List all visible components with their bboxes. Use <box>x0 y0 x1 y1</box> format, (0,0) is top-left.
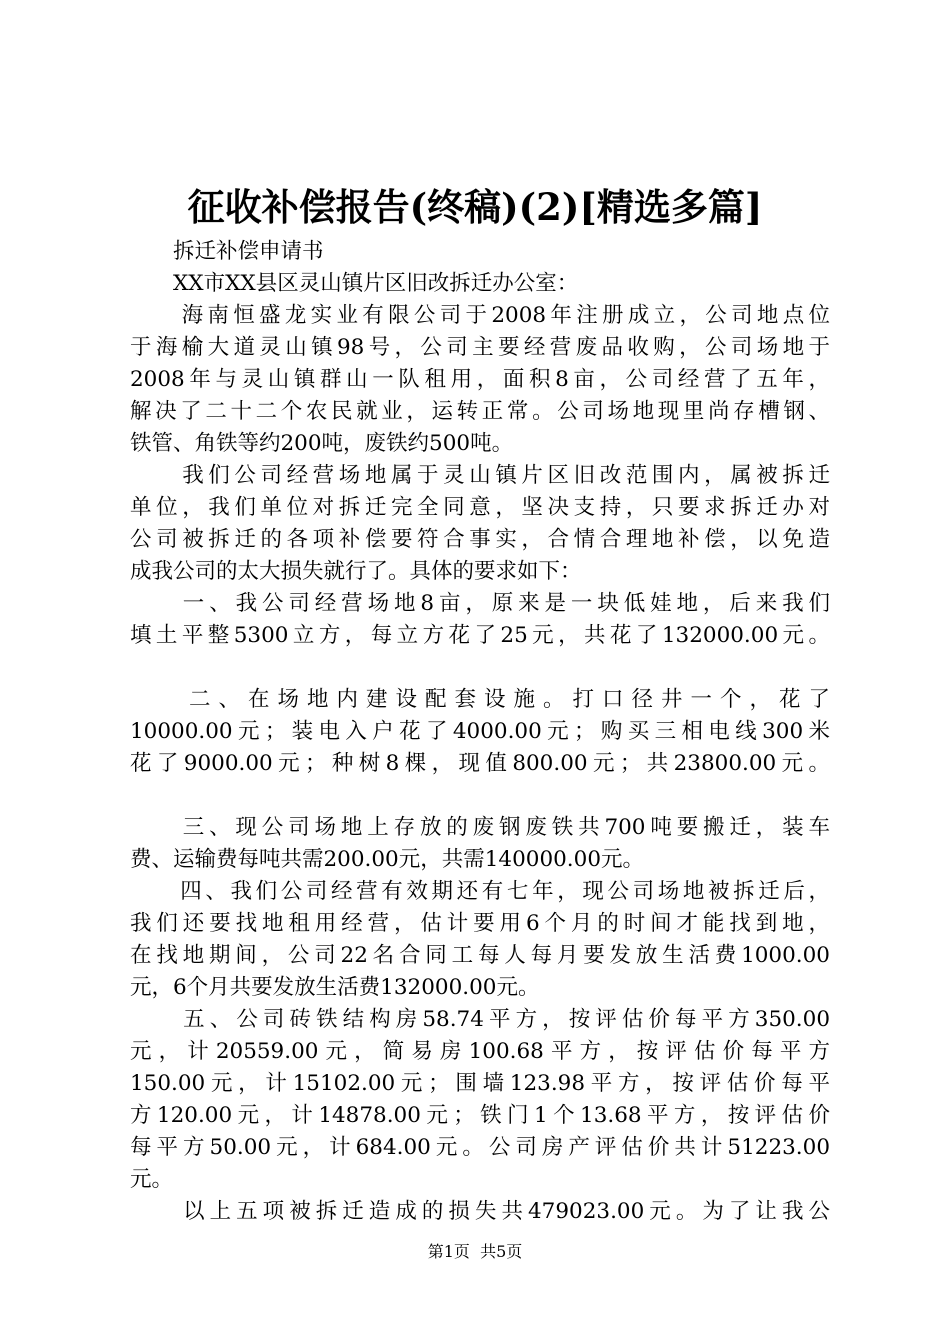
text-line: 以上五项被拆迁造成的损失共479023.00元。为了让我公 <box>130 1199 830 1224</box>
text-line: 单位，我们单位对拆迁完全同意，坚决支持，只要求拆迁办对 <box>130 495 830 520</box>
text-line: 我们公司经营场地属于灵山镇片区旧改范围内，属被拆迁 <box>130 463 830 488</box>
text-line: 2008年与灵山镇群山一队租用，面积8亩，公司经营了五年， <box>130 367 830 392</box>
text-line: 10000.00元；装电入户花了4000.00元；购买三相电线300米 <box>130 719 830 744</box>
text-line: 海南恒盛龙实业有限公司于2008年注册成立，公司地点位 <box>130 303 830 328</box>
text-line: 成我公司的太大损失就行了。具体的要求如下： <box>130 559 582 584</box>
text-line: 四、我们公司经营有效期还有七年，现公司场地被拆迁后， <box>130 879 830 904</box>
text-line: 元，计20559.00元，简易房100.68平方，按评估价每平方 <box>130 1039 830 1064</box>
blank-line <box>130 780 830 812</box>
text-line: 150.00元，计15102.00元；围墙123.98平方，按评估价每平 <box>130 1071 830 1096</box>
text-line: 我们还要找地租用经营，估计要用6个月的时间才能找到地， <box>130 911 830 936</box>
text-line: 五、公司砖铁结构房58.74平方，按评估价每平方350.00 <box>130 1007 830 1032</box>
text-line: 铁管、角铁等约200吨，废铁约500吨。 <box>130 431 514 456</box>
text-line: 每平方50.00元，计684.00元。公司房产评估价共计51223.00 <box>130 1135 830 1160</box>
text-line: 解决了二十二个农民就业，运转正常。公司场地现里尚存槽钢、 <box>130 399 830 424</box>
text-line: 在找地期间，公司22名合同工每人每月要发放生活费1000.00 <box>130 943 830 968</box>
text-line: 方120.00元，计14878.00元；铁门1个13.68平方，按评估价 <box>130 1103 830 1128</box>
text-line: 二、在场地内建设配套设施。打口径井一个，花了 <box>130 687 830 712</box>
text-line: 公司被拆迁的各项补偿要符合事实，合情合理地补偿，以免造 <box>130 527 830 552</box>
text-line: 花了9000.00元；种树8棵，现值800.00元；共23800.00元。 <box>130 751 830 776</box>
document-title: 征收补偿报告(终稿)(2)[精选多篇] <box>187 185 763 229</box>
text-line: 拆迁补偿申请书 <box>130 239 324 264</box>
text-line: XX市XX县区灵山镇片区旧改拆迁办公室： <box>130 271 579 296</box>
text-line: 于海榆大道灵山镇98号，公司主要经营废品收购，公司场地于 <box>130 335 830 360</box>
text-line: 元。 <box>130 1167 174 1192</box>
text-line: 一、我公司经营场地8亩，原来是一块低娃地，后来我们 <box>130 591 830 616</box>
page-footer: 第1页 共5页 <box>427 1242 523 1261</box>
document-body <box>130 236 830 1228</box>
blank-line <box>130 652 830 684</box>
text-line: 元，6个月共要发放生活费132000.00元。 <box>130 975 540 1000</box>
text-line: 费、运输费每吨共需200.00元，共需140000.00元。 <box>130 847 644 872</box>
text-line: 三、现公司场地上存放的废钢废铁共700吨要搬迁，装车 <box>130 815 830 840</box>
text-line: 填土平整5300立方，每立方花了25元，共花了132000.00元。 <box>130 623 830 648</box>
